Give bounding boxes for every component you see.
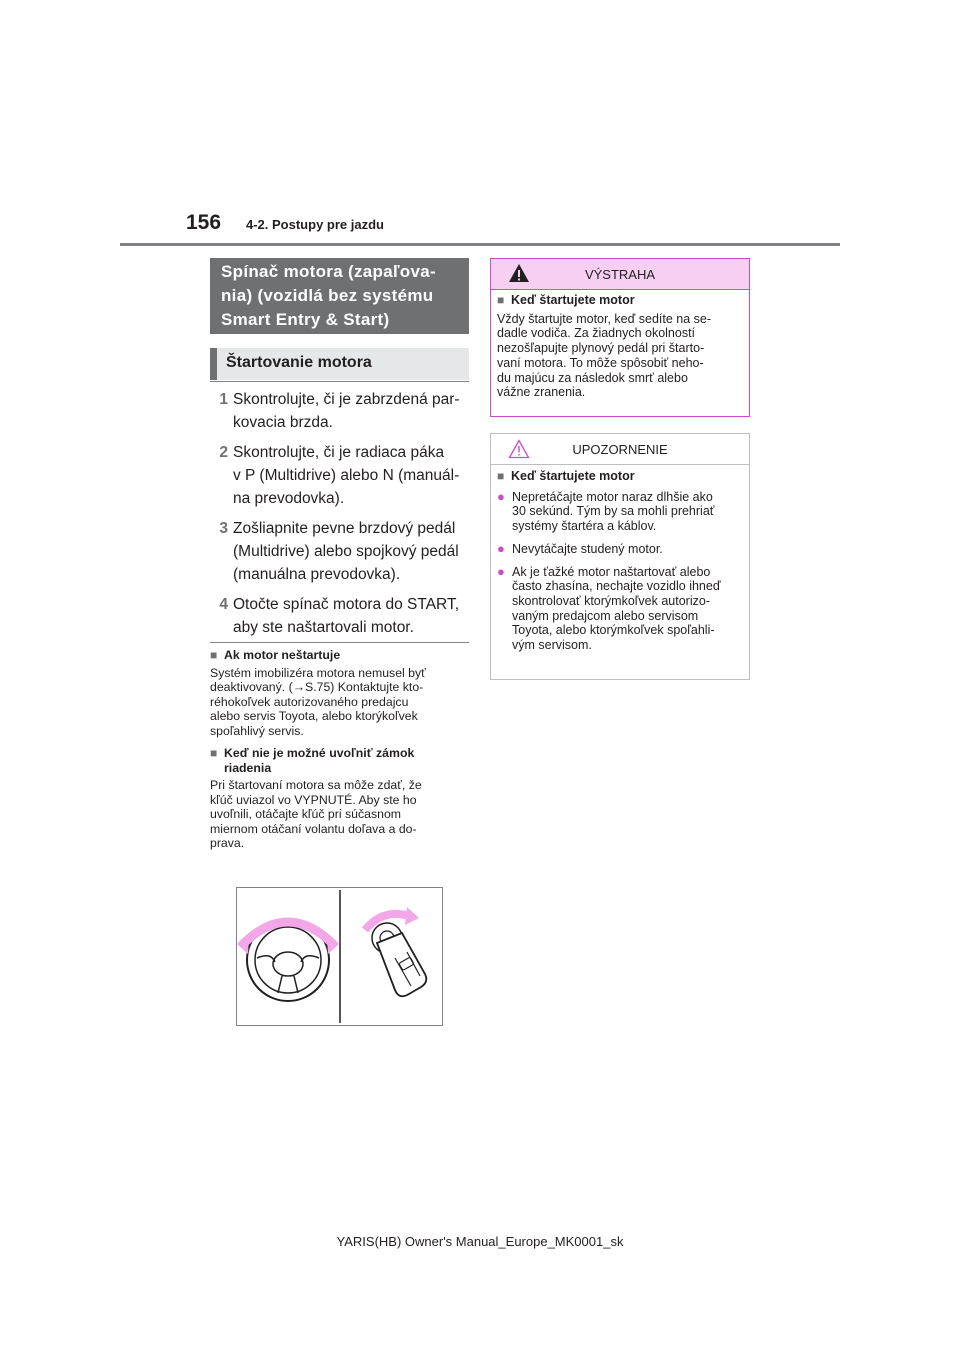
caution-item xyxy=(497,565,743,653)
caution-header xyxy=(491,434,749,465)
warning-box xyxy=(490,258,750,417)
step-number: 1 xyxy=(219,391,228,408)
note-heading xyxy=(210,648,472,663)
warning-text: Vždy štartujte motor, keď sedíte na se- dadle vodiča. Za žiadnych okolností nezošľapujte plynový pedál pri štarto- vaní motora. To môže spôsobiť neho- du majúcu za následok smrť alebo vážne zranenia. xyxy=(497,311,712,400)
page-title-box xyxy=(210,258,469,334)
note-body: Systém imobilizéra motora nemusel byť deaktivovaný. (→S.75) Kontaktujte kto- réhokoľvek autorizovaného predajcu alebo servis Toyota, alebo ktorýkoľvek spoľahlivý servis. xyxy=(210,665,426,738)
notes-divider xyxy=(210,642,469,643)
page-title-line: Spínač motora (zapaľova- xyxy=(221,262,436,281)
step-number: 4 xyxy=(219,596,228,613)
caution-box xyxy=(490,433,750,680)
subheading: Štartovanie motora xyxy=(210,348,469,380)
square-bullet-icon: ■ xyxy=(210,746,218,760)
note-body: Pri štartovaní motora sa môže zdať, že kľúč uviazol vo VYPNUTÉ. Aby ste ho uvoľnili, otáčajte kľúč pri súčasnom miernom otáčaní volantu doľava a do- prava. xyxy=(210,778,422,850)
square-bullet-icon: ■ xyxy=(210,648,218,662)
step-text: Otočte spínač motora do START, aby ste naštartovali motor. xyxy=(233,596,459,636)
step-item xyxy=(210,388,472,434)
page-title-line: Smart Entry & Start) xyxy=(221,310,390,329)
square-bullet-icon: ■ xyxy=(497,469,505,483)
caution-item-text: Nepretáčajte motor naraz dlhšie ako 30 sekúnd. Tým by sa mohli prehriať systémy štartéra a káblov. xyxy=(512,489,715,534)
page-title-line: nia) (vozidlá bez systému xyxy=(221,286,434,305)
caution-triangle-icon xyxy=(508,439,530,459)
caution-item-text: Ak je ťažké motor naštartovať alebo často zhasína, nechajte vozidlo ihneď skontrolovať ktorýmkoľvek autorizo- vaným predajcom alebo servisom Toyota, alebo ktorýmkoľvek spoľahli- vým servisom. xyxy=(512,564,721,653)
footer-text: YARIS(HB) Owner's Manual_Europe_MK0001_sk xyxy=(336,1234,624,1249)
note-heading-text: Ak motor neštartuje xyxy=(224,648,341,662)
step-text: Zošliapnite pevne brzdový pedál (Multidrive) alebo spojkový pedál (manuálna prevodovka). xyxy=(233,520,459,583)
circle-bullet-icon: ● xyxy=(497,540,505,556)
step-number: 2 xyxy=(219,444,228,461)
warning-triangle-icon xyxy=(508,263,530,283)
warning-subheading-text: Keď štartujete motor xyxy=(511,293,635,307)
warning-subheading xyxy=(497,293,743,308)
key-icon xyxy=(365,907,426,996)
header-divider xyxy=(120,243,840,246)
caution-item xyxy=(497,542,743,557)
warning-title: VÝSTRAHA xyxy=(584,266,656,282)
notes-section xyxy=(210,648,472,859)
step-text: Skontrolujte, či je radiaca páka v P (Multidrive) alebo N (manuál- na prevodovka). xyxy=(233,444,460,507)
steering-lock-illustration xyxy=(236,887,443,1026)
step-item xyxy=(210,593,472,639)
step-item xyxy=(210,441,472,510)
circle-bullet-icon: ● xyxy=(497,488,505,504)
square-bullet-icon: ■ xyxy=(497,293,505,307)
warning-body xyxy=(491,290,749,400)
caution-subheading xyxy=(497,469,743,484)
caution-title: UPOZORNENIE xyxy=(572,441,668,457)
caution-item-text: Nevytáčajte studený motor. xyxy=(512,541,663,556)
step-number: 3 xyxy=(219,520,228,537)
caution-subheading-text: Keď štartujete motor xyxy=(511,469,635,483)
note-heading xyxy=(210,746,472,775)
note-heading-text: Keď nie je možné uvoľniť zámok riadenia xyxy=(224,746,415,775)
step-item xyxy=(210,517,472,586)
step-list xyxy=(210,388,472,646)
caution-body xyxy=(491,465,749,653)
illustration-svg xyxy=(237,888,442,1025)
caution-item xyxy=(497,490,743,534)
steering-wheel-icon xyxy=(237,919,339,1001)
section-title: 4-2. Postupy pre jazdu xyxy=(246,217,384,232)
warning-header xyxy=(491,259,749,290)
circle-bullet-icon: ● xyxy=(497,563,505,579)
step-text: Skontrolujte, či je zabrzdená par- kovacia brzda. xyxy=(233,391,460,431)
page-number: 156 xyxy=(186,211,222,234)
subheading-divider xyxy=(210,381,469,382)
